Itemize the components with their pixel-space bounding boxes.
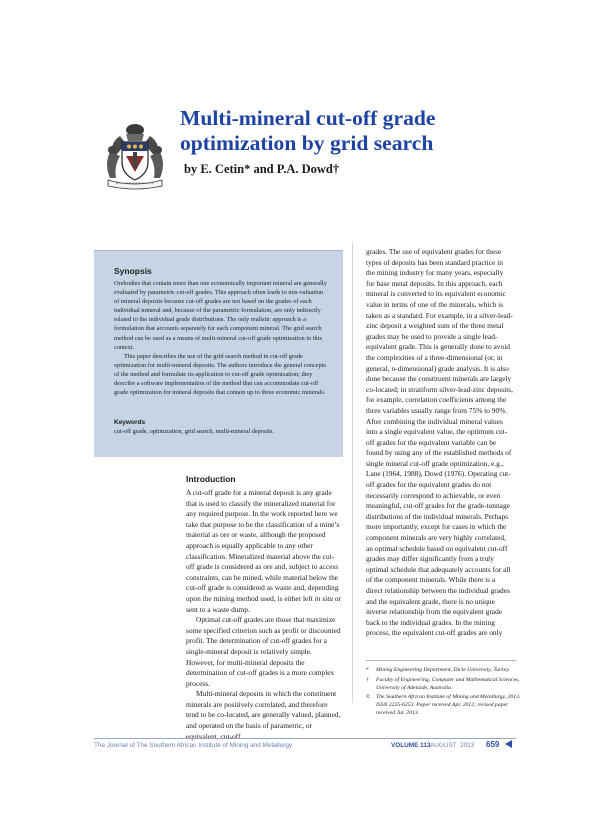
body-text: or sent to a waste dump. <box>186 593 341 614</box>
body-paragraph <box>366 247 513 639</box>
synopsis-paragraph: Orebodies that contain more than one economically important mineral are generally evaluated by parametric cut-off grades. This approach often leads to mis-valuation of mineral deposits because cut-off grades are not based on the grades of each individual mineral and, because of the parametric formulation, are only indirectly related to the individual grade distributions. The only realistic approach is a formulation that accounts separately for each component mineral. The grid search method can be used as a means of multi-mineral cut-off grade optimization in this context. <box>114 280 327 351</box>
body-paragraph: Multi-mineral deposits in which the constituent minerals are positively correlated, and therefore tend to be co-located, are generally valued, planned, and operated on the basis of parametric, or equivalent, cut-off <box>186 689 341 741</box>
footer-date: AUGUST 2013 <box>430 742 475 749</box>
footnote-text: Mining Engineering Department, Dicle University, Turkey. <box>376 667 510 673</box>
footnote-mark: † <box>366 676 369 683</box>
footer-journal-name: The Journal of The Southern African Institute of Mining and Metallurgy <box>94 742 293 749</box>
keywords-heading: Keywords <box>114 419 146 426</box>
body-text: grades. The use of equivalent grades for these types of deposits has been standard practice in the mining industry for many years, especially for base metal deposits. In this approach, each mineral is converted to its equivalent economic value in terms of one of the minerals, which is taken as a standard. For example, in a silver-lead-zinc deposit a weighted sum of the three metal grades may be used to provide a single lead-equivalent grade. This is generally done to avoid the complexities of a three-dimensional (or, in general, <box>366 247 513 373</box>
body-text-italic: n <box>391 363 396 373</box>
body-text: -dimensional) grade analysis. It is also done because the constituent minerals are largely co-located; in stratiform silver-lead-zinc deposits, for example, correlation coefficients among the three variables usually range from 75% to 90%. After combining the individual mineral values into a single equivalent value, the optimum cut-off grades for the equivalent variable can be found by using any of the established methods of single mineral cut-off grade optimization, e.g., Lane (1964, 1988), Dowd (1976). Operating cut-off grades for the equivalent grades do not necessarily correspond to achievable, or even meaningful, cut-off grades for the grade-tonnage distributions of the individual minerals. Perhaps more importantly, except for cases in which the component minerals are very highly correlated, an optimal schedule based on equivalent cut-off grades may differ significantly from a truly optimal schedule that adequately accounts for all of the component minerals. While there is a direct relationship between the individual grades and the equivalent grade, there is no unique inverse relationship from the equivalent grade back to the individual grades. In the mining process, the equivalent cut-off grades are only <box>366 363 513 638</box>
synopsis-paragraph: This paper describes the use of the grid search method in cut-off grade optimization for multi-mineral deposits. The authors introduce the general concepts of the method and formulate its application to cut-off grade optimization; they describe a software implementation of the method that can accommodate cut-off grade optimization for mineral deposits that contain up to three economic minerals. <box>114 352 326 397</box>
right-column <box>366 247 513 639</box>
footnote-rule <box>366 660 516 661</box>
body-text: A cut-off grade for a mineral deposit is any grade that is used to classify the mineralized material for any required purpose. In the work reported here we take that purpose to be the classification of a mine’s material as ore or waste, although the proposed approach is equally applicable to any other classification. Mineralized material above the cut-off grade is considered as ore and, subject to access constraints, can be mined, while material below the cut-off grade is considered as waste and, depending upon the mining method used, is either left <box>186 488 340 603</box>
authors: by E. Cetin* and P.A. Dowd† <box>184 162 340 176</box>
column-divider <box>352 243 353 703</box>
footnotes <box>366 666 526 719</box>
footnote <box>366 666 526 674</box>
footnote <box>366 676 526 692</box>
footnote-text: Faculty of Engineering, Computer and Mathematical Sciences, University of Adelaide, Australia. <box>376 676 520 691</box>
introduction-column <box>186 488 341 742</box>
synopsis-heading: Synopsis <box>114 266 152 276</box>
footnote <box>366 693 526 717</box>
body-text-italic: in situ <box>314 593 333 603</box>
footer-rule <box>94 738 516 739</box>
footnote-text: The Southern African Institute of Mining and Metallurgy, 2013. ISSN 2225-6253. Paper received Apr. 2012; revised paper received Jul. 2013. <box>376 694 521 717</box>
page-number: 659 <box>486 740 500 749</box>
synopsis-text <box>114 279 329 397</box>
body-paragraph: Optimal cut-off grades are those that maximize some specified criterion such as profit or discounted profit. The determination of cut-off grades for a single-mineral deposit is relatively simple. However, for multi-mineral deposits the determination of cut-off grades is a more complex process. <box>186 615 341 688</box>
coat-of-arms-icon <box>100 122 170 190</box>
page-title: Multi-mineral cut-off grade optimization by grid search <box>180 106 436 155</box>
footer-volume: VOLUME 113 <box>391 742 431 749</box>
body-paragraph <box>186 488 341 615</box>
footnote-mark: * <box>366 667 369 673</box>
keywords-text: cut-off grade, optimization, grid search, multi-mineral deposits. <box>114 428 275 435</box>
introduction-heading: Introduction <box>186 474 236 484</box>
footnote-mark: © <box>366 694 371 701</box>
page-arrow-icon <box>505 740 512 748</box>
